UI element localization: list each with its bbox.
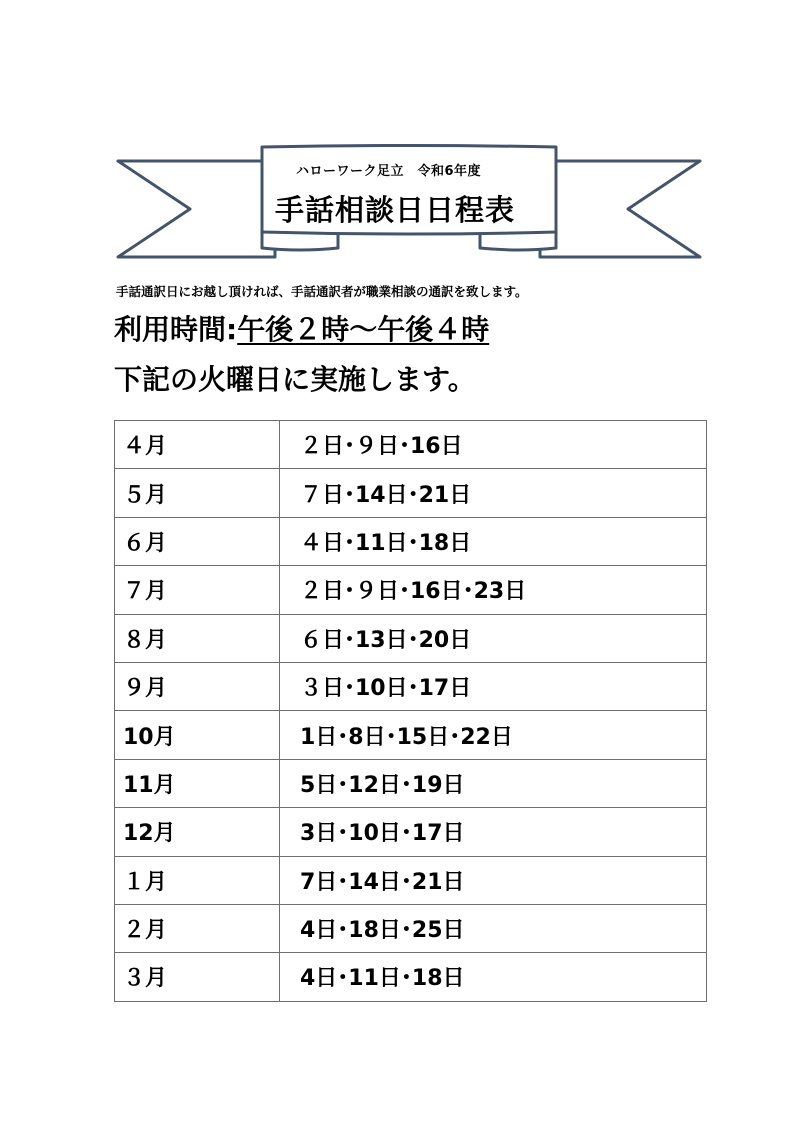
days-cell: 7日･14日･21日 xyxy=(280,856,707,904)
month-cell: ３月 xyxy=(115,953,280,1001)
days-cell: ２日･９日･16日 xyxy=(280,421,707,469)
days-cell: ２日･９日･16日･23日 xyxy=(280,566,707,614)
table-row xyxy=(115,808,707,856)
month-cell: 12月 xyxy=(115,808,280,856)
hours-value: 午後２時～午後４時 xyxy=(237,313,490,346)
ribbon-left-tail xyxy=(118,161,275,257)
intro-text: 手話通訳日にお越し頂ければ、手話通訳者が職業相談の通訳を致します。 xyxy=(116,284,528,299)
month-cell: ７月 xyxy=(115,566,280,614)
ribbon-right-tail xyxy=(540,161,700,257)
table-row xyxy=(115,662,707,710)
table-row xyxy=(115,517,707,565)
days-cell: 1日･8日･15日･22日 xyxy=(280,711,707,759)
month-cell: ８月 xyxy=(115,614,280,662)
table-row xyxy=(115,711,707,759)
days-cell: ４日･11日･18日 xyxy=(280,517,707,565)
days-cell: 4日･11日･18日 xyxy=(280,953,707,1001)
table-row xyxy=(115,904,707,952)
table-row xyxy=(115,856,707,904)
days-cell: ７日･14日･21日 xyxy=(280,469,707,517)
days-cell: 5日･12日･19日 xyxy=(280,759,707,807)
month-cell: ６月 xyxy=(115,517,280,565)
table-row xyxy=(115,759,707,807)
table-row xyxy=(115,566,707,614)
schedule-table xyxy=(114,420,707,1002)
hours-label: 利用時間: xyxy=(114,313,238,346)
month-cell: 11月 xyxy=(115,759,280,807)
month-cell: ２月 xyxy=(115,904,280,952)
days-cell: ６日･13日･20日 xyxy=(280,614,707,662)
table-row xyxy=(115,469,707,517)
table-row xyxy=(115,614,707,662)
days-cell: 4日･18日･25日 xyxy=(280,904,707,952)
month-cell: １月 xyxy=(115,856,280,904)
table-row xyxy=(115,953,707,1001)
days-cell: ３日･10日･17日 xyxy=(280,662,707,710)
month-cell: 10月 xyxy=(115,711,280,759)
month-cell: ４月 xyxy=(115,421,280,469)
month-cell: ９月 xyxy=(115,662,280,710)
month-cell: ５月 xyxy=(115,469,280,517)
hours-line xyxy=(114,308,489,348)
page-title: 手話相談日日程表 xyxy=(275,193,516,227)
notice-text: 下記の火曜日に実施します。 xyxy=(114,363,476,396)
days-cell: 3日･10日･17日 xyxy=(280,808,707,856)
banner-subtitle: ハローワーク足立 令和6年度 xyxy=(296,164,482,179)
ribbon-banner xyxy=(0,0,794,270)
table-row xyxy=(115,421,707,469)
